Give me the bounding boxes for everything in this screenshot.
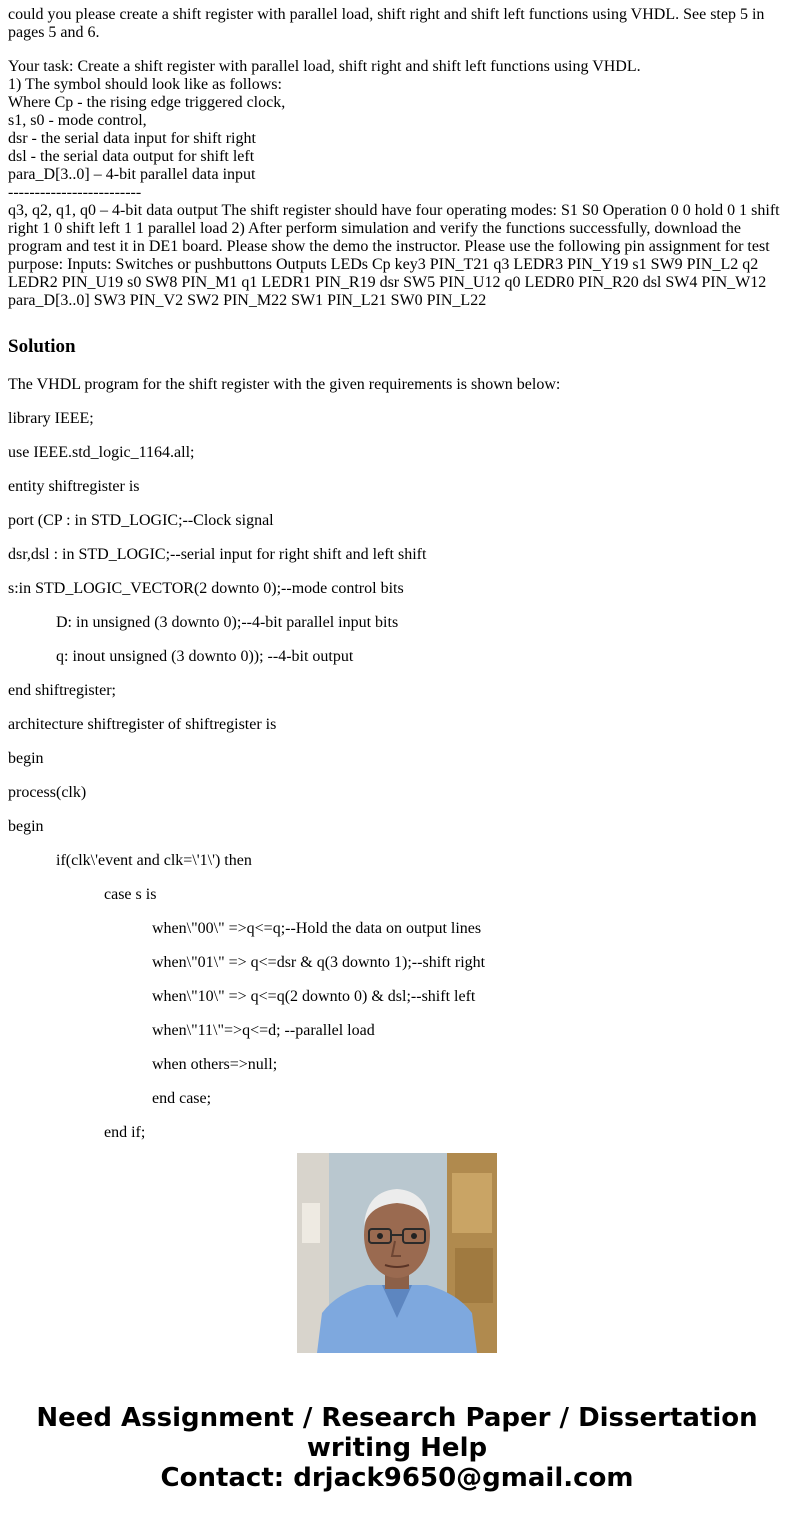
author-photo (297, 1153, 497, 1353)
code-line: when\"00\" =>q<=q;--Hold the data on output lines (152, 920, 482, 937)
code-line: s:in STD_LOGIC_VECTOR(2 downto 0);--mode control bits (8, 580, 404, 597)
code-line: process(clk) (8, 784, 87, 801)
code-listing (8, 410, 784, 1141)
code-line: library IEEE; (8, 410, 94, 427)
author-avatar (297, 1153, 497, 1353)
code-line: use IEEE.std_logic_1164.all; (8, 444, 195, 461)
task-line: Where Cp - the rising edge triggered clock, (8, 94, 286, 111)
code-line: q: inout unsigned (3 downto 0)); --4-bit output (56, 648, 354, 665)
promo-line: Need Assignment / Research Paper / Dissertation (36, 1403, 758, 1433)
task-line: s1, s0 - mode control, (8, 112, 147, 129)
code-line: when\"10\" => q<=q(2 downto 0) & dsl;--shift left (152, 988, 476, 1005)
code-line: if(clk\'event and clk=\'1\') then (56, 852, 252, 869)
code-line: end shiftregister; (8, 682, 116, 699)
code-line: entity shiftregister is (8, 478, 140, 495)
task-details: q3, q2, q1, q0 – 4-bit data output The shift register should have four operating modes: S1 S0 Operation 0 0 hold 0 1 shift right 1 0 shift left 1 1 parallel load 2) After perform simulation and verify the functions successfully, download the program and test it in DE1 board. Please show the demo the instructor. Please use the following pin assignment for test purpose: Inputs: Switches or pushbuttons Outputs LEDs Cp key3 PIN_T21 q3 LEDR3 PIN_Y19 s1 SW9 PIN_L2 q2 LEDR2 PIN_U19 s0 SW8 PIN_M1 q1 LEDR1 PIN_R19 dsr SW5 PIN_U12 q0 LEDR0 PIN_R20 dsl SW4 PIN_W12 para_D[3..0] SW3 PIN_V2 SW2 PIN_M22 SW1 PIN_L21 SW0 PIN_L22 (8, 202, 780, 309)
code-line: end if; (104, 1124, 146, 1141)
question-intro: could you please create a shift register with parallel load, shift right and shift left functions using VHDL. See step 5 in pages 5 and 6. (8, 6, 765, 41)
code-line: dsr,dsl : in STD_LOGIC;--serial input for right shift and left shift (8, 546, 427, 563)
code-line: port (CP : in STD_LOGIC;--Clock signal (8, 512, 274, 529)
task-line: dsr - the serial data input for shift right (8, 130, 256, 147)
question-task (8, 58, 784, 310)
task-line: dsl - the serial data output for shift left (8, 148, 255, 165)
promo-line: writing Help (306, 1433, 488, 1463)
task-line: para_D[3..0] – 4-bit parallel data input (8, 166, 256, 183)
code-line: case s is (104, 886, 157, 903)
task-divider-line: ------------------------- (8, 184, 142, 201)
code-line: begin (8, 818, 44, 835)
code-line: when\"01\" => q<=dsr & q(3 downto 1);--shift right (152, 954, 486, 971)
task-line: 1) The symbol should look like as follows: (8, 76, 282, 93)
document (8, 6, 784, 1141)
code-line: begin (8, 750, 44, 767)
promo-contact: Contact: drjack9650@gmail.com (160, 1463, 634, 1493)
code-line: architecture shiftregister of shiftregister is (8, 716, 277, 733)
solution-heading: Solution (8, 336, 76, 357)
task-line: Your task: Create a shift register with parallel load, shift right and shift left functions using VHDL. (8, 58, 641, 75)
promo-section (0, 1150, 794, 1523)
code-line: when\"11\"=>q<=d; --parallel load (152, 1022, 375, 1039)
code-line: when others=>null; (152, 1056, 278, 1073)
promo-text (0, 1403, 794, 1493)
solution-intro: The VHDL program for the shift register with the given requirements is shown below: (8, 376, 561, 393)
code-line: end case; (152, 1090, 212, 1107)
code-line: D: in unsigned (3 downto 0);--4-bit parallel input bits (56, 614, 399, 631)
